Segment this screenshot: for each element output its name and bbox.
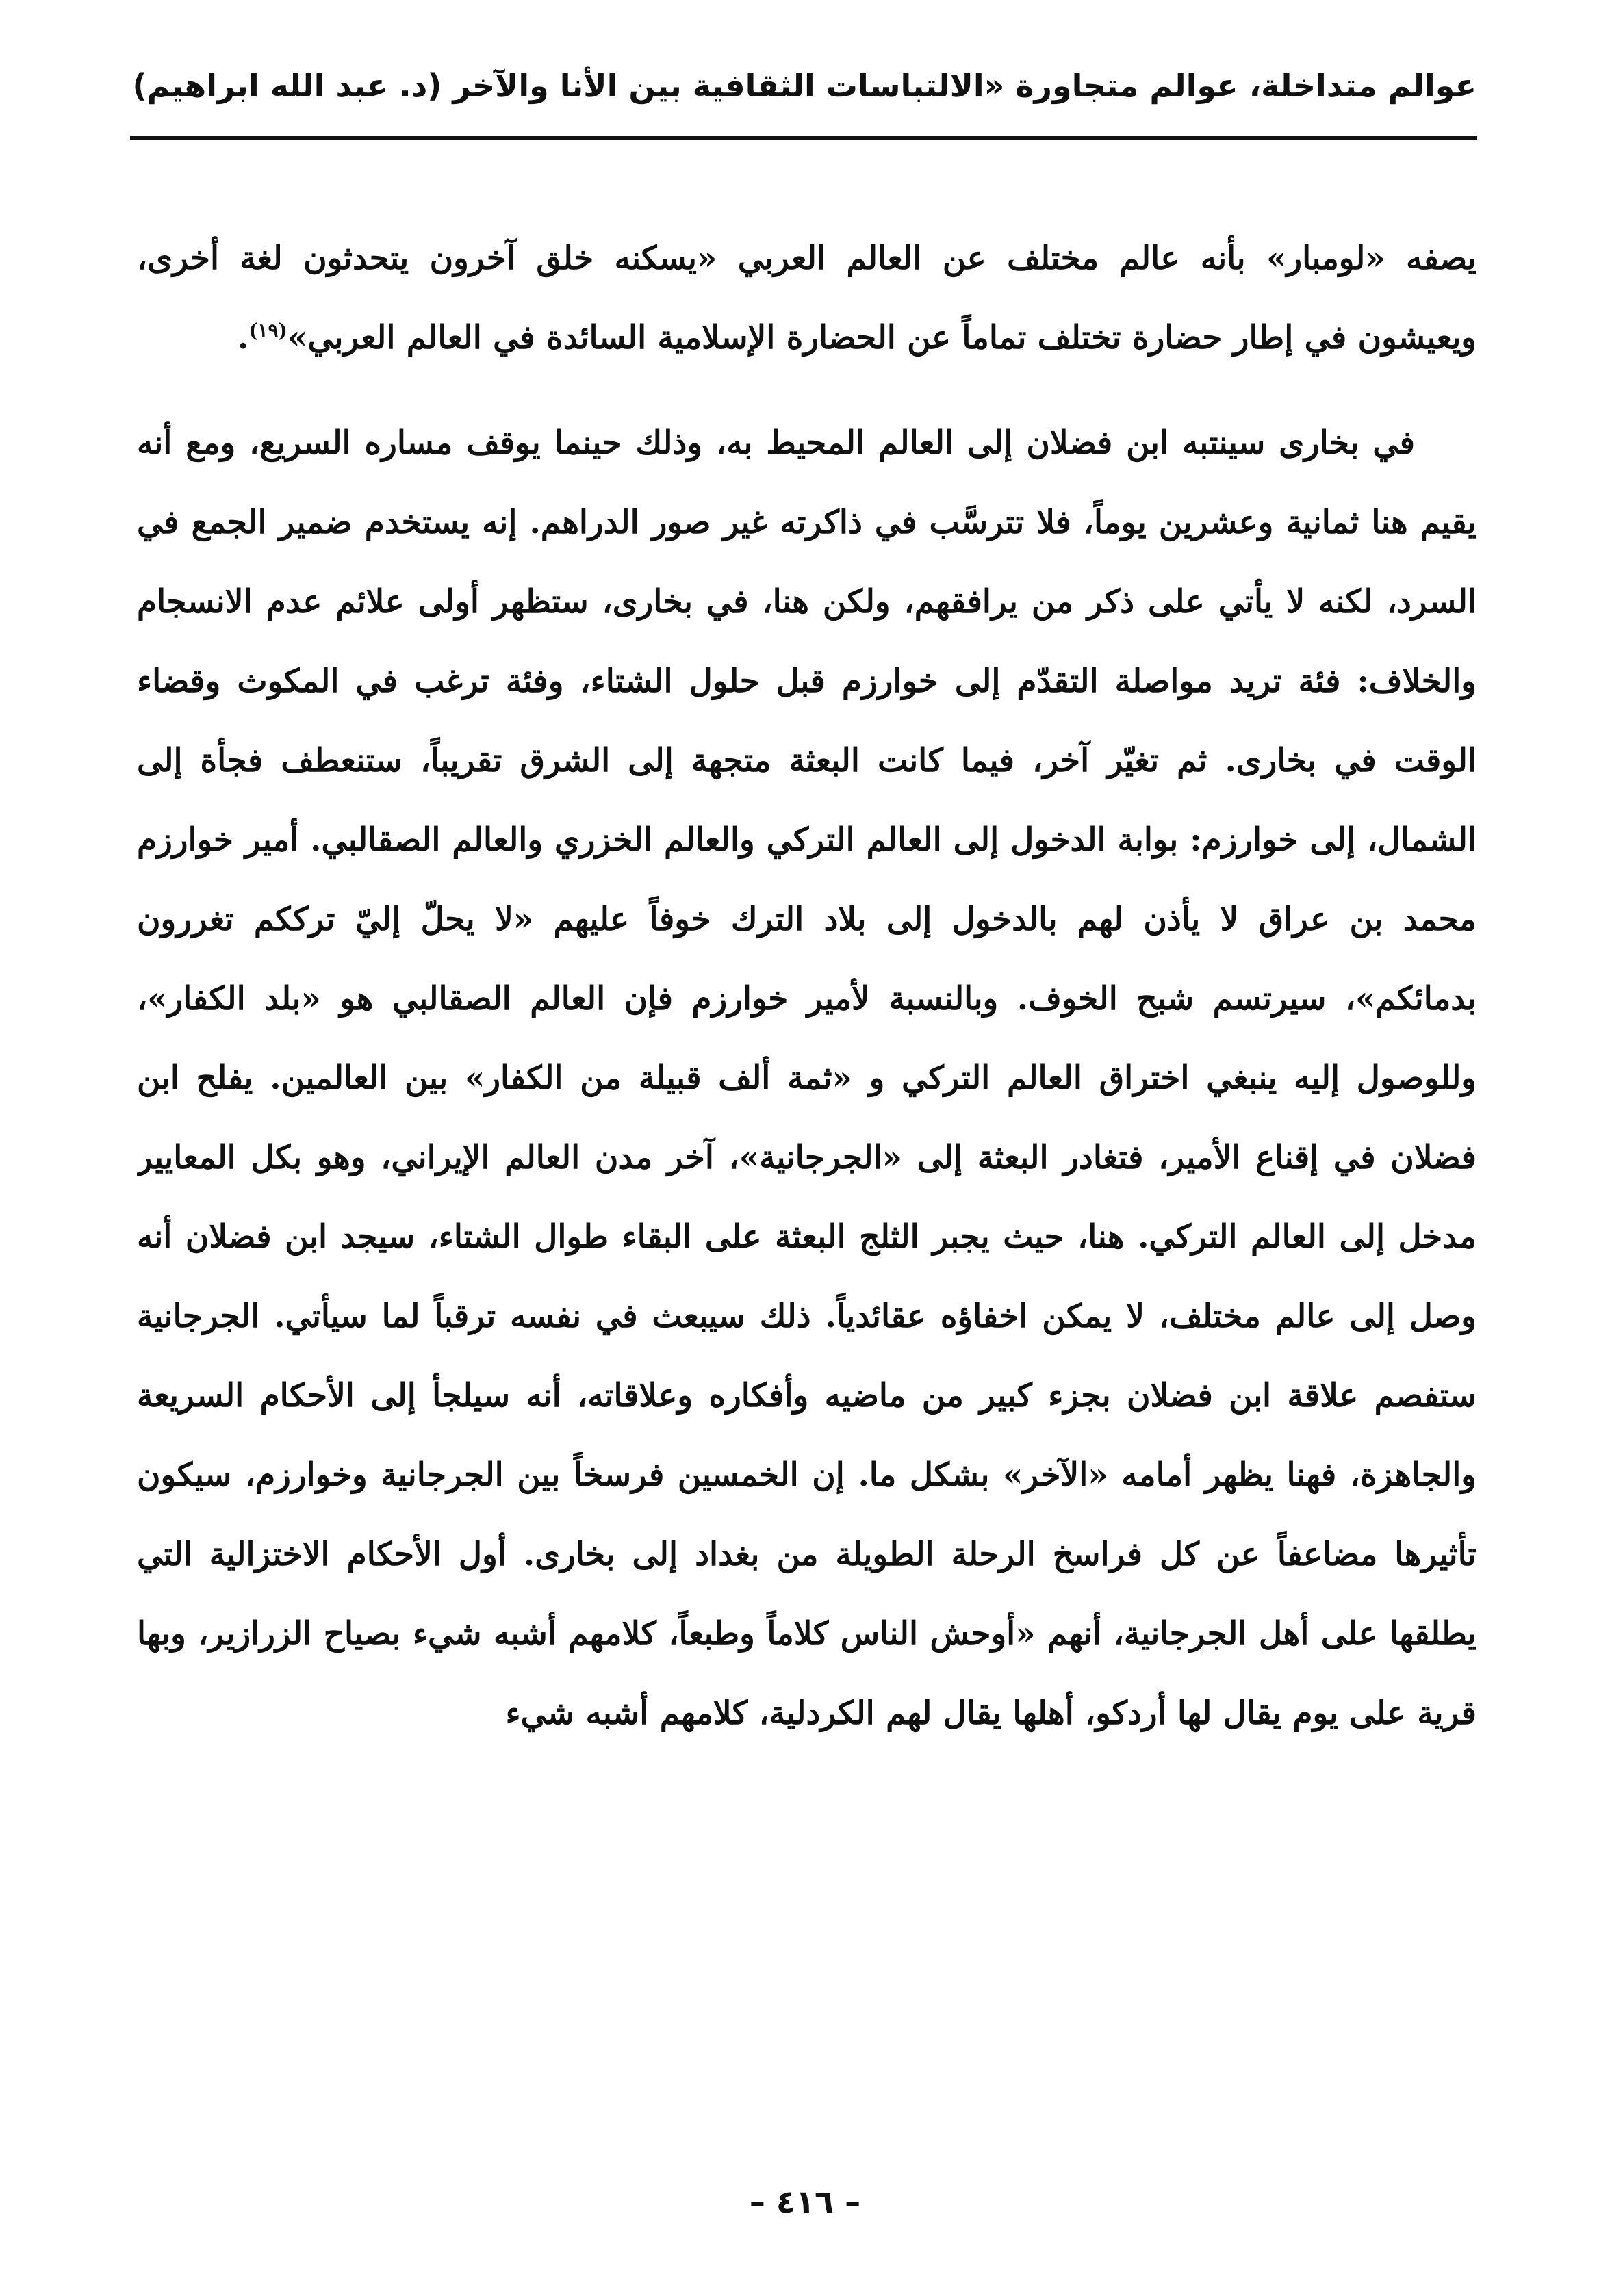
paragraph-1 (137, 219, 1477, 378)
body-text (137, 219, 1477, 1753)
paragraph-1-end: . (237, 319, 249, 357)
header-rule (130, 136, 1477, 140)
paragraph-1-text: يصفه «لومبار» بأنه عالم مختلف عن العالم العربي «يسكنه خلق آخرون يتحدثون لغة أخرى، ويعيشون في إطار حضارة تختلف تماماً عن الحضارة الإسلامية السائدة في العالم العربي» (137, 240, 1477, 357)
page-number: – ٤١٦ – (749, 2183, 861, 2220)
running-header: عوالم متداخلة، عوالم متجاورة «الالتباسات الثقافية بين الأنا والآخر (د. عبد الله ابراهيم) (132, 67, 1477, 104)
footnote-reference: (١٩) (248, 319, 288, 342)
paragraph-2: في بخارى سينتبه ابن فضلان إلى العالم المحيط به، وذلك حينما يوقف مساره السريع، ومع أنه يقيم هنا ثمانية وعشرين يوماً، فلا تترسَّب في ذاكرته غير صور الدراهم. إنه يستخدم ضمير الجمع في السرد، لكنه لا يأتي على ذكر من يرافقهم، ولكن هنا، في بخارى، ستظهر أولى علائم عدم الانسجام والخلاف: فئة تريد مواصلة التقدّم إلى خوارزم قبل حلول الشتاء، وفئة ترغب في المكوث وقضاء الوقت في بخارى. ثم تغيّر آخر، فيما كانت البعثة متجهة إلى الشرق تقريباً، ستنعطف فجأة إلى الشمال، إلى خوارزم: بوابة الدخول إلى العالم التركي والعالم الخزري والعالم الصقالبي. أمير خوارزم محمد بن عراق لا يأذن لهم بالدخول إلى بلاد الترك خوفاً عليهم «لا يحلّ إليّ ترككم تغررون بدمائكم»، سيرتسم شبح الخوف. وبالنسبة لأمير خوارزم فإن العالم الصقالبي هو «بلد الكفار»، وللوصول إليه ينبغي اختراق العالم التركي و «ثمة ألف قبيلة من الكفار» بين العالمين. يفلح ابن فضلان في إقناع الأمير، فتغادر البعثة إلى «الجرجانية»، آخر مدن العالم الإيراني، وهو بكل المعايير مدخل إلى العالم التركي. هنا، حيث يجبر الثلج البعثة على البقاء طوال الشتاء، سيجد ابن فضلان أنه وصل إلى عالم مختلف، لا يمكن اخفاؤه عقائدياً. ذلك سيبعث في نفسه ترقباً لما سيأتي. الجرجانية ستفصم علاقة ابن فضلان بجزء كبير من ماضيه وأفكاره وعلاقاته، أنه سيلجأ إلى الأحكام السريعة والجاهزة، فهنا يظهر أمامه «الآخر» بشكل ما. إن الخمسين فرسخاً بين الجرجانية وخوارزم، سيكون تأثيرها مضاعفاً عن كل فراسخ الرحلة الطويلة من بغداد إلى بخارى. أول الأحكام الاختزالية التي يطلقها على أهل الجرجانية، أنهم «أوحش الناس كلاماً وطبعاً، كلامهم أشبه شيء بصياح الزرازير، وبها قرية على يوم يقال لها أردكو، أهلها يقال لهم الكردلية، كلامهم أشبه شيء (137, 424, 1477, 1732)
